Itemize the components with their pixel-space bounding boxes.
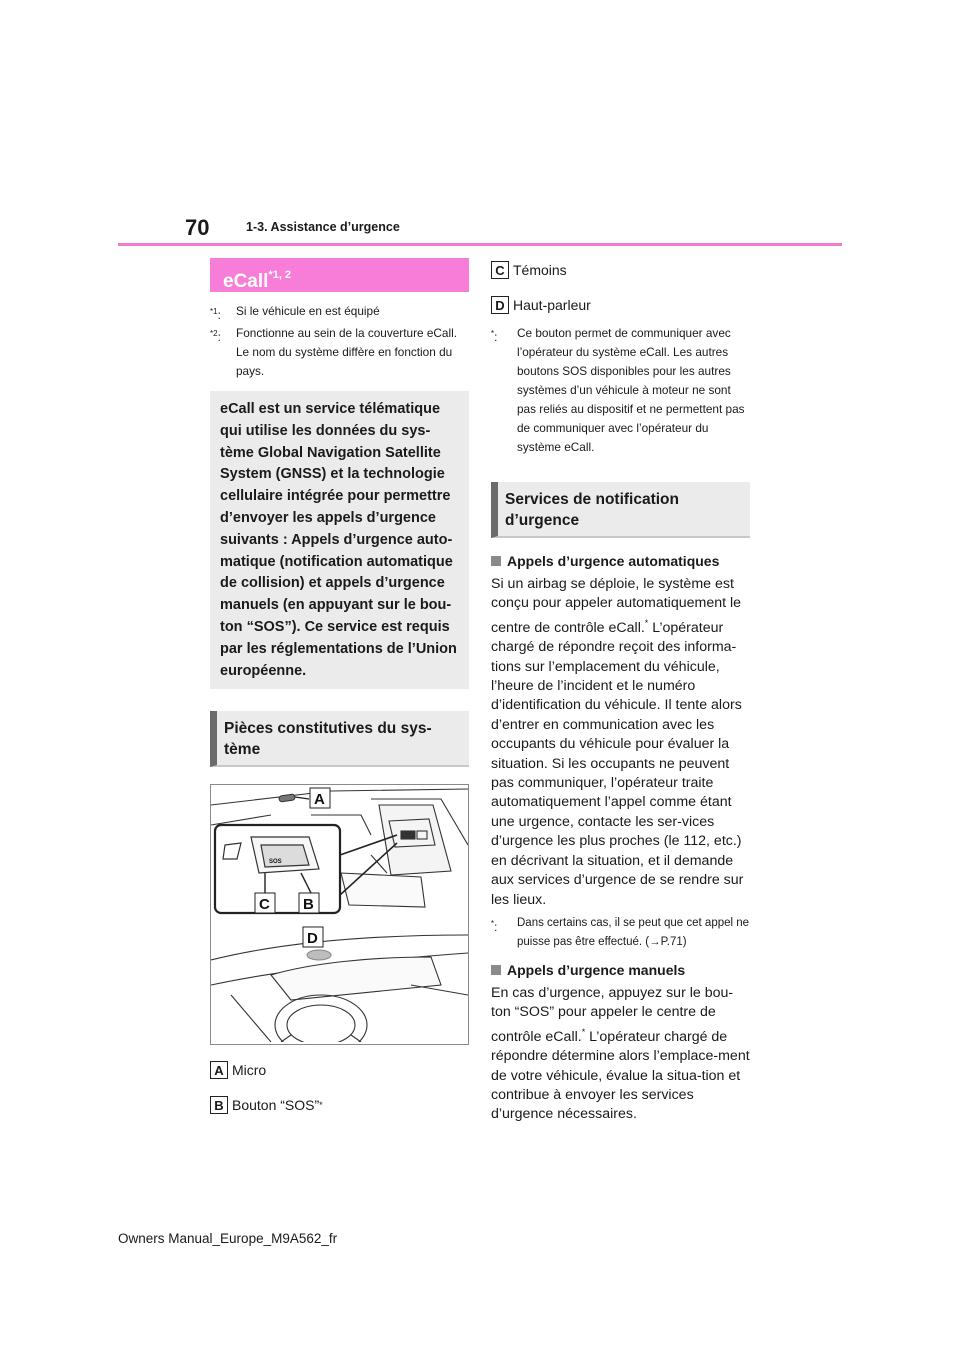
label-c: C bbox=[259, 896, 270, 914]
legend-a: A Micro bbox=[210, 1059, 469, 1081]
footnote-1: $^{*1}$: Si le véhicule en est équipé bbox=[210, 304, 380, 322]
services-title: Services de notification d’urgence bbox=[491, 482, 750, 538]
ecall-title: eCall$^{*1, 2}$ bbox=[210, 258, 469, 292]
sos-text: SOS bbox=[269, 859, 282, 866]
manual-calls-heading: Appels d’urgence manuels bbox=[491, 961, 750, 980]
car-interior-illustration bbox=[211, 785, 468, 1042]
page-number: 70 bbox=[185, 215, 210, 240]
label-d: D bbox=[307, 930, 318, 948]
legend-c: C Témoins bbox=[491, 259, 750, 281]
auto-calls-heading: Appels d’urgence automatiques bbox=[491, 552, 750, 571]
footnote-2: $^{*2}$: Fonctionne au sein de la couverture eCall. Le nom du système diffère en fonction du pays. bbox=[210, 326, 457, 378]
auto-calls-footnote: *: Dans certains cas, il se peut que cet appel ne puisse pas être effectué. (→P.71) bbox=[491, 916, 750, 948]
ecall-title-sup: *1, 2 bbox=[268, 269, 292, 281]
left-column bbox=[210, 258, 469, 1116]
section-label: 1-3. Assistance d’urgence bbox=[246, 220, 400, 234]
label-b: B bbox=[303, 896, 314, 914]
legend-b: B Bouton “SOS” * bbox=[210, 1094, 469, 1116]
ecall-intro-box: eCall est un service télématique qui utilise les données du sys-tème Global Navigation Satellite System (GNSS) et la technologie cellulaire intégrée pour permettre d’envoyer les appels d’urgence suivants : Appels d’urgence auto-matique (notification automatique de collision) et appels d’urgence manuels (en appuyant sur le bou-ton “SOS”). Ce service est requis par les réglementations de l’Union européenne. bbox=[210, 391, 469, 689]
components-title: Pièces constitutives du sys-tème bbox=[210, 711, 469, 767]
footer-doc-id: Owners Manual_Europe_M9A562_fr bbox=[118, 1231, 338, 1246]
sos-button-footnote: *: Ce bouton permet de communiquer avec l’opérateur du système eCall. Les autres boutons SOS disponibles pour les autres systèmes d’un véhicule à moteur ne sont pas reliés au dispositif et ne permettent pas de communiquer avec l’opérateur du système eCall. bbox=[491, 326, 745, 454]
legend-left bbox=[210, 1059, 469, 1116]
legend-d: D Haut-parleur bbox=[491, 294, 750, 316]
ecall-footnotes bbox=[210, 302, 469, 381]
auto-calls-text: Si un airbag se déploie, le système est conçu pour appeler automatiquement le centre de contrôle eCall.* L’opérateur chargé de répondre reçoit des informa-tions sur l’emplacement du véhicule, l’heure de l’incident et le numéro d’identification du véhicule. Il tente alors d’entrer en communication avec les occupants du véhicule pour évaluer la situation. Si les occupants ne peuvent pas communiquer, l’opérateur traite automatiquement l’appel comme étant une urgence, contacte les ser-vices d’urgence les plus proches (le 112, etc.) en décrivant la situation, et il demande aux services d’urgence de se rendre sur les lieux. bbox=[491, 576, 744, 908]
right-column bbox=[491, 258, 750, 1125]
ecall-components-figure bbox=[210, 784, 469, 1045]
label-a: A bbox=[314, 791, 325, 809]
manual-calls-text: En cas d’urgence, appuyez sur le bou-ton “SOS” pour appeler le centre de contrôle eCall.* L’opérateur chargé de répondre détermine alors l’emplace-ment de votre véhicule, évalue la situa-tion et contribue à envoyer les services d’urgence nécessaires. bbox=[491, 984, 750, 1123]
header-rule bbox=[118, 243, 842, 246]
